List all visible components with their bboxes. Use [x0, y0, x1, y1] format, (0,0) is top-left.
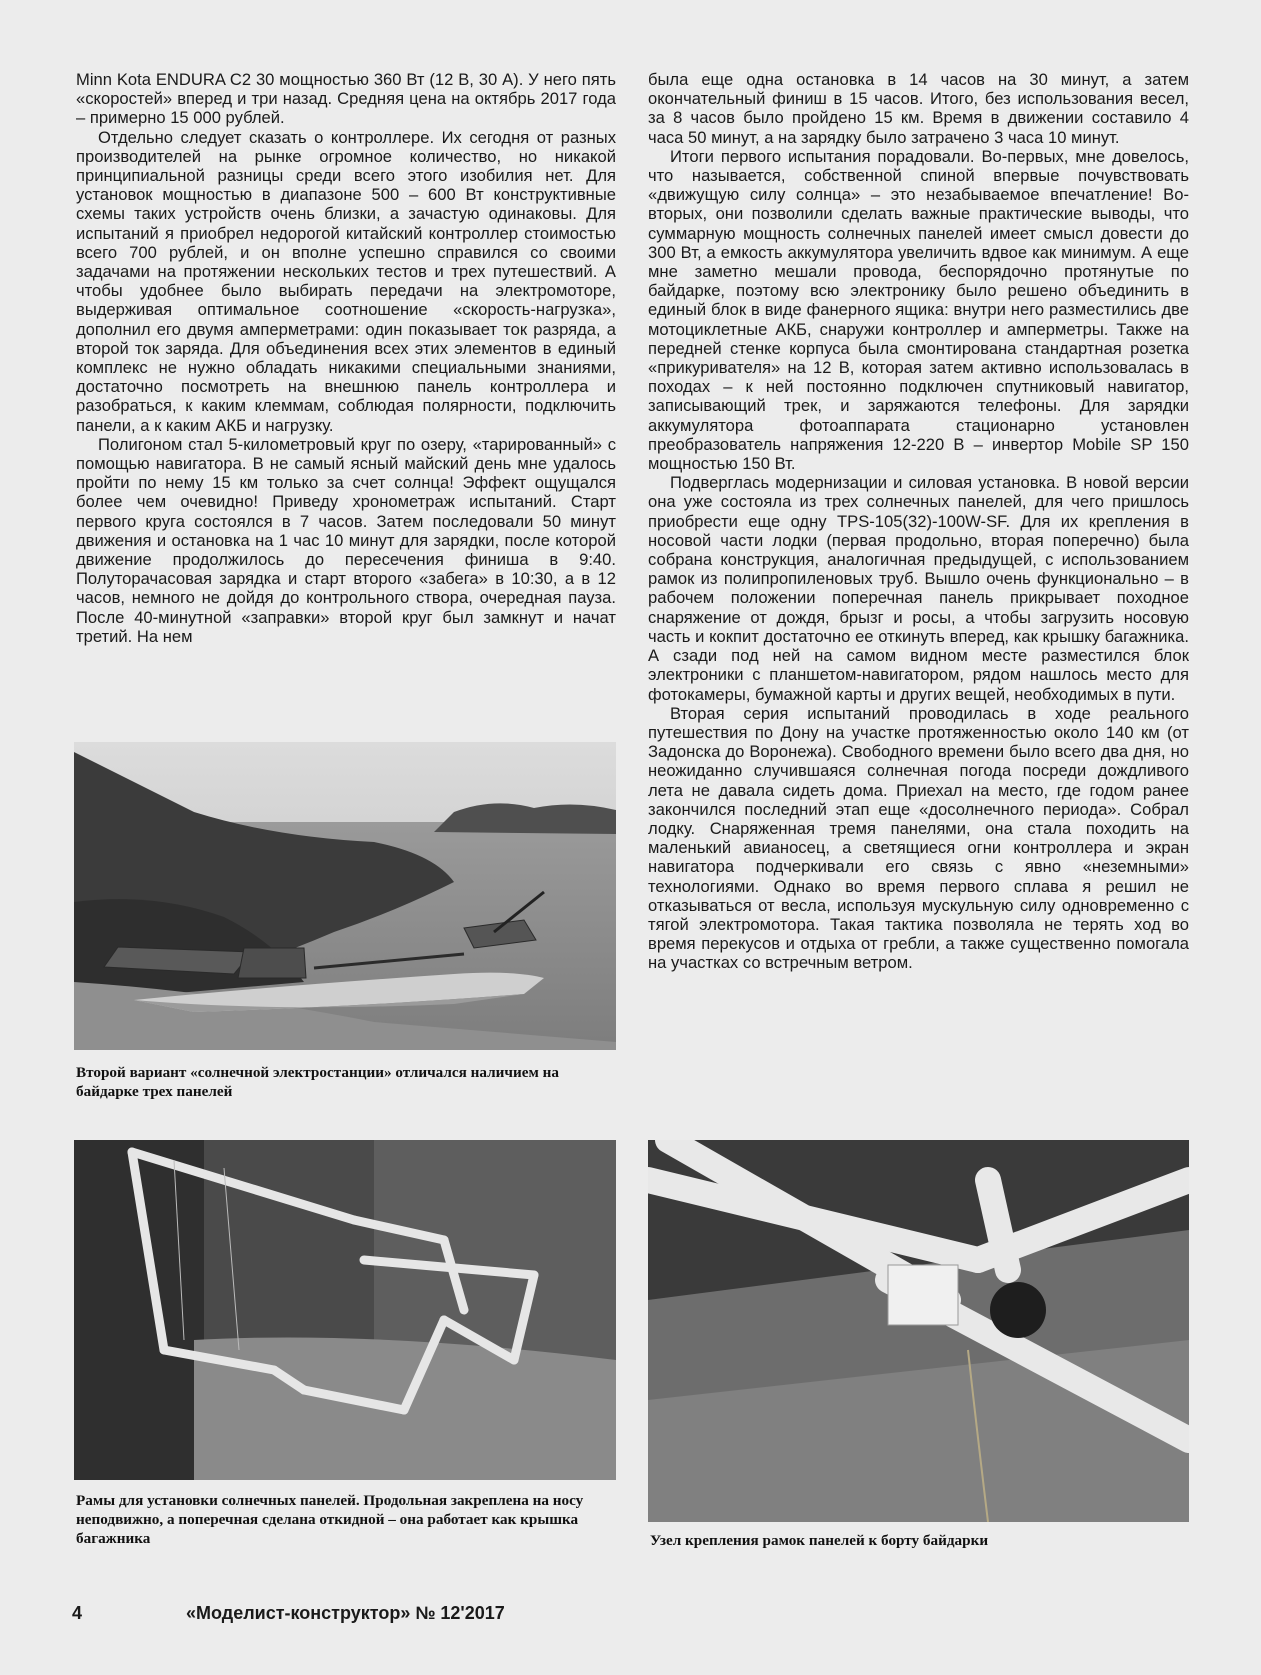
- frames-photo: [74, 1140, 616, 1480]
- kayak-photo-image: [74, 742, 616, 1050]
- paragraph: Подверглась модернизации и силовая установка. В новой версии она уже состояла из трех солнечных панелей, для чего пришлось приобрести еще одну TPS-105(32)-100W-SF. Для их крепления в носовой части лодки (первая продольно, вторая поперечно) была собрана конструкция, аналогичная предыдущей, с использованием рамок из полипропиленовых труб. Вышло очень функционально – в рабочем положении поперечная панель прикрывает походное снаряжение от дождя, брызг и росы, а чтобы загрузить носовую часть и кокпит достаточно ее откинуть вперед, как крышку багажника. А сзади под ней на самом видном месте разместился блок электроники с планшетом-навигатором, рядом нашлось место для фотокамеры, бумажной карты и других вещей, необходимых в пути.: [648, 473, 1189, 704]
- paragraph: Полигоном стал 5-километровый круг по озеру, «тарированный» с помощью навигатора. В не самый ясный майский день мне удалось пройти по нему 15 км только за счет солнца! Эффект ощущался более чем очевидно! Приведу хронометраж испытаний. Старт первого круга состоялся в 7 часов. Затем последовали 50 минут движения и остановка на 1 час 10 минут для зарядки, после которой движение продолжилось до пересечения финиша в 9:40. Полуторачасовая зарядка и старт второго «забега» в 10:30, а в 12 часов, немного не дойдя до контрольного створа, очередная пауза. После 40-минутной «заправки» второй круг был замкнут и начат третий. На нем: [76, 434, 616, 646]
- kayak-photo: [74, 742, 616, 1050]
- magazine-footer: «Моделист-конструктор» № 12'2017: [186, 1603, 505, 1623]
- mount-photo: [648, 1140, 1189, 1522]
- frames-photo-image: [74, 1140, 616, 1480]
- paragraph: Вторая серия испытаний проводилась в ходе реального путешествия по Дону на участке протяженностью около 140 км (от Задонска до Воронежа). Свободного времени было всего два дня, но неожиданно случившаяся солнечная погода посреди дождливого лета не давала сидеть дома. Приехал на место, где годом ранее закончился последний этап еще «досолнечного периода». Собрал лодку. Снаряженная тремя панелями, она стала походить на маленький авианосец, а светящиеся огни контроллера и экран навигатора подчеркивали его связь с явно «неземными» технологиями. Однако во время первого сплава я решил не отказываться от весла, используя мускульную силу одновременно с тягой электромотора. Такая тактика позволяла не терять ход во время перекусов и отдыха от гребли, а также существенно помогала на участках со встречным ветром.: [648, 703, 1189, 973]
- kayak-photo-caption: Второй вариант «солнечной электростанции» отличался наличием на байдарке трех панелей: [76, 1064, 559, 1100]
- mount-photo-image: [648, 1140, 1189, 1522]
- frames-photo-caption: Рамы для установки солнечных панелей. Продольная закреплена на носу неподвижно, а поперечная сделана откидной – она работает как крышка багажника: [76, 1492, 584, 1547]
- paragraph: Отдельно следует сказать о контроллере. Их сегодня от разных производителей на рынке огромное количество, но никакой принципиальной разницы среди всего этого изобилия нет. Для установок мощностью в диапазоне 500 – 600 Вт конструктивные схемы таких устройств очень близки, а зачастую одинаковы. Для испытаний я приобрел недорогой китайский контроллер стоимостью всего 700 рублей, и он вполне успешно справился со своими задачами на протяжении нескольких тестов и трех путешествий. А чтобы удобнее было выбирать передачи на электромоторе, выдерживая оптимальное соотношение «скорость-нагрузка», дополнил его двумя амперметрами: один показывает ток разряда, а второй ток заряда. Для объединения всех этих элементов в единый комплекс не нужно обладать никакими специальными знаниями, достаточно посмотреть на внешнюю панель контроллера и разобраться, к каким клеммам, соблюдая полярности, подключить панели, а к каким АКБ и нагрузку.: [76, 127, 616, 435]
- right-column: [648, 70, 1189, 973]
- left-column: [76, 70, 616, 646]
- mount-photo-caption: Узел крепления рамок панелей к борту байдарки: [650, 1532, 989, 1549]
- paragraph: Итоги первого испытания порадовали. Во-первых, мне довелось, что называется, собственной спиной впервые почувствовать «движущую силу солнца» – это незабываемое впечатление! Во-вторых, они позволили сделать важные практические выводы, что суммарную мощность солнечных панелей имеет смысл довести до 300 Вт, а емкость аккумулятора увеличить вдвое как минимум. А еще мне заметно мешали провода, беспорядочно протянутые по байдарке, поэтому всю электронику было решено объединить в единый блок в виде фанерного ящика: внутри него разместились две мотоциклетные АКБ, снаружи контроллер и амперметры. Также на передней стенке корпуса была смонтирована стандартная розетка «прикуривателя» на 12 В, которая затем активно использовалась в походах – к ней постоянно подключен спутниковый навигатор, записывающий трек, и заряжаются телефоны. Для зарядки аккумулятора фотоаппарата стационарно установлен преобразователь напряжения 12-220 В – инвертор Mobile SP 150 мощностью 150 Вт.: [648, 146, 1189, 474]
- paragraph: была еще одна остановка в 14 часов на 30 минут, а затем окончательный финиш в 15 часов. Итого, без использования весел, за 8 часов было пройдено 15 км. Время в движении составило 4 часа 50 минут, а на зарядку было затрачено 3 часа 10 минут.: [648, 70, 1189, 147]
- page-number: 4: [72, 1603, 83, 1623]
- paragraph: Minn Kota ENDURA C2 30 мощностью 360 Вт (12 В, 30 А). У него пять «скоростей» вперед и три назад. Средняя цена на октябрь 2017 года – примерно 15 000 рублей.: [76, 70, 616, 128]
